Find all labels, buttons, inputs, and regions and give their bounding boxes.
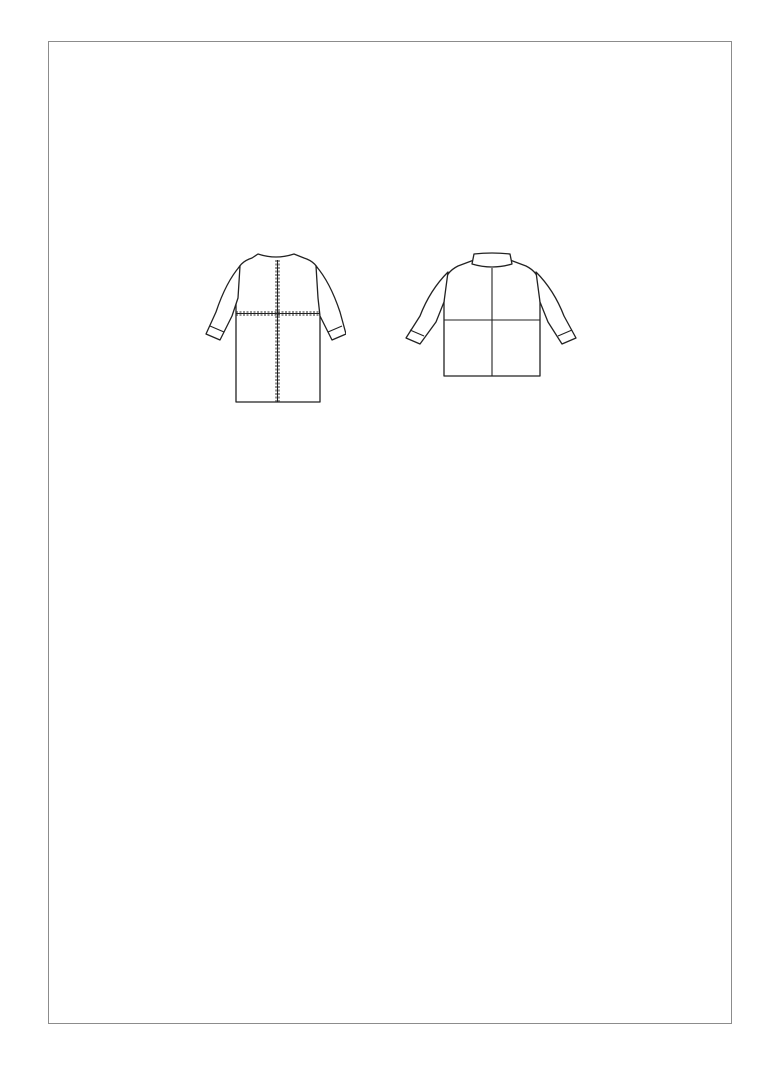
view-a-back-illustration bbox=[196, 252, 346, 412]
page-border bbox=[48, 41, 732, 1024]
view-b-back-illustration bbox=[400, 250, 580, 380]
